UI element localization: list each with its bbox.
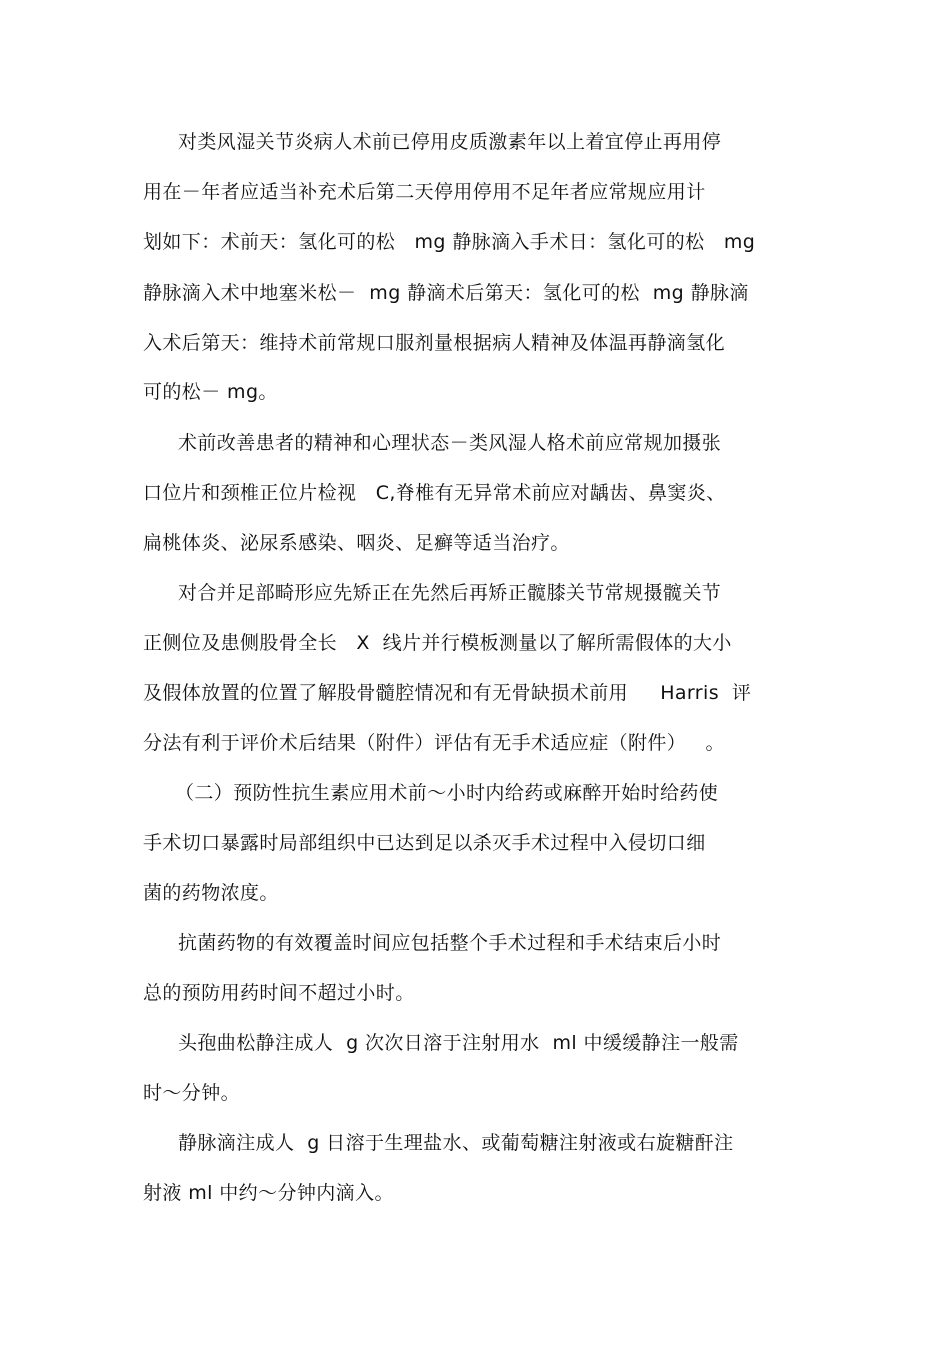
paragraph-1-line-6: 可的松－ mg。 <box>143 381 278 403</box>
paragraph-4-line-1: （二）预防性抗生素应用术前～小时内给药或麻醉开始时给药使 <box>175 782 719 804</box>
paragraph-5-line-2: 总的预防用药时间不超过小时。 <box>143 982 415 1004</box>
paragraph-3-line-2: 正侧位及患侧股骨全长 X 线片并行模板测量以了解所需假体的大小 <box>143 632 732 654</box>
paragraph-6-line-2: 时～分钟。 <box>143 1082 241 1104</box>
paragraph-4-line-2: 手术切口暴露时局部组织中已达到足以杀灭手术过程中入侵切口细 <box>143 832 706 854</box>
paragraph-6-line-1: 头孢曲松静注成人 g 次次日溶于注射用水 ml 中缓缓静注一般需 <box>178 1032 739 1054</box>
paragraph-1-line-1: 对类风湿关节炎病人术前已停用皮质激素年以上着宜停止再用停 <box>178 131 722 153</box>
paragraph-3-line-4: 分法有利于评价术后结果（附件）评估有无手术适应症（附件） 。 <box>143 732 725 754</box>
paragraph-1-line-4: 静脉滴入术中地塞米松－ mg 静滴术后第天：氢化可的松 mg 静脉滴 <box>143 282 749 304</box>
paragraph-1-line-2: 用在－年者应适当补充术后第二天停用停用不足年者应常规应用计 <box>143 181 706 203</box>
paragraph-7-line-2: 射液 ml 中约～分钟内滴入。 <box>143 1182 394 1204</box>
paragraph-3-line-1: 对合并足部畸形应先矫正在先然后再矫正髋膝关节常规摄髋关节 <box>178 582 722 604</box>
paragraph-2-line-2: 口位片和颈椎正位片检视 C,脊椎有无异常术前应对龋齿、鼻窦炎、 <box>143 482 726 504</box>
paragraph-1-line-3: 划如下：术前天：氢化可的松 mg 静脉滴入手术日：氢化可的松 mg <box>143 231 756 253</box>
paragraph-5-line-1: 抗菌药物的有效覆盖时间应包括整个手术过程和手术结束后小时 <box>178 932 722 954</box>
paragraph-3-line-3: 及假体放置的位置了解股骨髓腔情况和有无骨缺损术前用 Harris 评 <box>143 682 752 704</box>
paragraph-2-line-1: 术前改善患者的精神和心理状态－类风湿人格术前应常规加摄张 <box>178 432 722 454</box>
paragraph-2-line-3: 扁桃体炎、泌尿系感染、咽炎、足癣等适当治疗。 <box>143 532 570 554</box>
paragraph-7-line-1: 静脉滴注成人 g 日溶于生理盐水、或葡萄糖注射液或右旋糖酐注 <box>178 1132 734 1154</box>
paragraph-4-line-3: 菌的药物浓度。 <box>143 882 279 904</box>
paragraph-1-line-5: 入术后第天：维持术前常规口服剂量根据病人精神及体温再静滴氢化 <box>143 332 726 354</box>
